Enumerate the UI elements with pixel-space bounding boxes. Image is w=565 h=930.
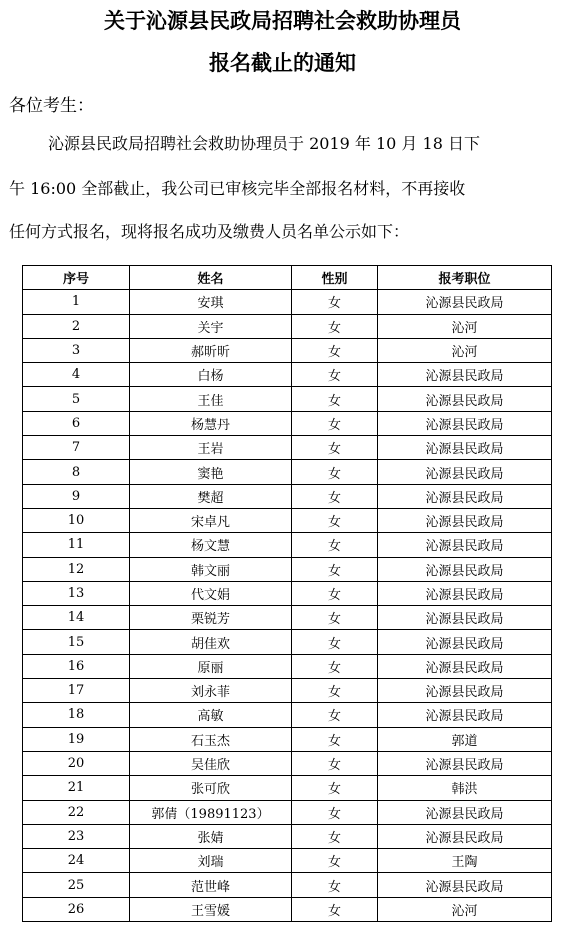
- cell-gender: 女: [292, 873, 378, 897]
- cell-name: 栗锐芳: [130, 606, 292, 630]
- cell-position: 沁河: [378, 314, 552, 338]
- cell-number: 16: [23, 654, 130, 678]
- cell-gender: 女: [292, 606, 378, 630]
- cell-name: 安琪: [130, 290, 292, 314]
- cell-position: 沁源县民政局: [378, 751, 552, 775]
- cell-position: 沁源县民政局: [378, 460, 552, 484]
- cell-name: 刘永菲: [130, 679, 292, 703]
- table-row: [23, 436, 552, 460]
- cell-gender: 女: [292, 654, 378, 678]
- header-name: 姓名: [130, 266, 292, 290]
- table-row: [23, 654, 552, 678]
- table-row: [23, 849, 552, 873]
- cell-gender: 女: [292, 290, 378, 314]
- table-row: [23, 411, 552, 435]
- cell-position: 郭道: [378, 727, 552, 751]
- cell-name: 韩文丽: [130, 557, 292, 581]
- cell-number: 6: [23, 411, 130, 435]
- cell-position: 沁源县民政局: [378, 363, 552, 387]
- cell-name: 原丽: [130, 654, 292, 678]
- cell-name: 刘瑞: [130, 849, 292, 873]
- paragraph-line2: 午 16:00 全部截止，我公司已审核完毕全部报名材料，不再接收: [9, 179, 466, 198]
- cell-position: 沁源县民政局: [378, 484, 552, 508]
- notice-title-line1: 关于沁源县民政局招聘社会救助协理员: [104, 9, 461, 33]
- paragraph-line3: 任何方式报名，现将报名成功及缴费人员名单公示如下：: [9, 222, 410, 241]
- cell-gender: 女: [292, 751, 378, 775]
- cell-gender: 女: [292, 533, 378, 557]
- cell-name: 王佳: [130, 387, 292, 411]
- cell-position: 沁河: [378, 338, 552, 362]
- cell-number: 18: [23, 703, 130, 727]
- cell-number: 19: [23, 727, 130, 751]
- cell-name: 杨文慧: [130, 533, 292, 557]
- notice-title-line2: 报名截止的通知: [209, 51, 356, 75]
- cell-name: 张婧: [130, 824, 292, 848]
- cell-gender: 女: [292, 508, 378, 532]
- cell-number: 24: [23, 849, 130, 873]
- table-row: [23, 290, 552, 314]
- cell-number: 23: [23, 824, 130, 848]
- table-row: [23, 630, 552, 654]
- cell-number: 25: [23, 873, 130, 897]
- cell-name: 白杨: [130, 363, 292, 387]
- cell-name: 石玉杰: [130, 727, 292, 751]
- cell-gender: 女: [292, 630, 378, 654]
- header-position: 报考职位: [378, 266, 552, 290]
- cell-position: 沁源县民政局: [378, 387, 552, 411]
- cell-name: 关宇: [130, 314, 292, 338]
- header-number: 序号: [23, 266, 130, 290]
- table-row: [23, 484, 552, 508]
- table-row: [23, 897, 552, 921]
- cell-gender: 女: [292, 460, 378, 484]
- cell-number: 11: [23, 533, 130, 557]
- cell-gender: 女: [292, 557, 378, 581]
- cell-number: 15: [23, 630, 130, 654]
- table-row: [23, 314, 552, 338]
- cell-position: 沁源县民政局: [378, 630, 552, 654]
- cell-name: 杨慧丹: [130, 411, 292, 435]
- cell-position: 沁源县民政局: [378, 824, 552, 848]
- table-row: [23, 776, 552, 800]
- cell-number: 7: [23, 436, 130, 460]
- cell-number: 21: [23, 776, 130, 800]
- table-row: [23, 338, 552, 362]
- cell-number: 14: [23, 606, 130, 630]
- cell-number: 9: [23, 484, 130, 508]
- cell-position: 王陶: [378, 849, 552, 873]
- table-row: [23, 460, 552, 484]
- cell-name: 吴佳欣: [130, 751, 292, 775]
- cell-gender: 女: [292, 581, 378, 605]
- cell-position: 沁源县民政局: [378, 654, 552, 678]
- cell-gender: 女: [292, 824, 378, 848]
- table-row: [23, 873, 552, 897]
- cell-position: 沁源县民政局: [378, 800, 552, 824]
- cell-number: 3: [23, 338, 130, 362]
- table-row: [23, 727, 552, 751]
- cell-name: 高敏: [130, 703, 292, 727]
- cell-name: 代文娟: [130, 581, 292, 605]
- cell-gender: 女: [292, 849, 378, 873]
- cell-position: 沁源县民政局: [378, 436, 552, 460]
- table-row: [23, 703, 552, 727]
- table-row: [23, 606, 552, 630]
- cell-position: 沁源县民政局: [378, 557, 552, 581]
- cell-gender: 女: [292, 314, 378, 338]
- table-row: [23, 363, 552, 387]
- cell-number: 26: [23, 897, 130, 921]
- cell-gender: 女: [292, 338, 378, 362]
- table-row: [23, 387, 552, 411]
- cell-position: 沁源县民政局: [378, 703, 552, 727]
- cell-position: 沁源县民政局: [378, 508, 552, 532]
- table-row: [23, 557, 552, 581]
- cell-number: 5: [23, 387, 130, 411]
- cell-position: 沁河: [378, 897, 552, 921]
- cell-gender: 女: [292, 703, 378, 727]
- table-row: [23, 679, 552, 703]
- cell-position: 沁源县民政局: [378, 606, 552, 630]
- table-header-row: [23, 266, 552, 290]
- cell-gender: 女: [292, 776, 378, 800]
- cell-position: 韩洪: [378, 776, 552, 800]
- cell-gender: 女: [292, 411, 378, 435]
- header-gender: 性别: [292, 266, 378, 290]
- cell-gender: 女: [292, 679, 378, 703]
- table-row: [23, 824, 552, 848]
- cell-number: 10: [23, 508, 130, 532]
- paragraph-line1: 沁源县民政局招聘社会救助协理员于 2019 年 10 月 18 日下: [48, 134, 480, 153]
- cell-name: 范世峰: [130, 873, 292, 897]
- cell-number: 20: [23, 751, 130, 775]
- cell-gender: 女: [292, 484, 378, 508]
- cell-number: 4: [23, 363, 130, 387]
- cell-name: 王岩: [130, 436, 292, 460]
- cell-number: 8: [23, 460, 130, 484]
- cell-name: 郭倩（19891123）: [130, 800, 292, 824]
- table-row: [23, 508, 552, 532]
- cell-position: 沁源县民政局: [378, 873, 552, 897]
- cell-number: 2: [23, 314, 130, 338]
- cell-position: 沁源县民政局: [378, 533, 552, 557]
- applicant-table: [22, 265, 552, 922]
- greeting: 各位考生：: [9, 96, 94, 116]
- table-row: [23, 533, 552, 557]
- cell-position: 沁源县民政局: [378, 581, 552, 605]
- cell-name: 王雪媛: [130, 897, 292, 921]
- cell-number: 1: [23, 290, 130, 314]
- cell-number: 13: [23, 581, 130, 605]
- cell-position: 沁源县民政局: [378, 679, 552, 703]
- cell-name: 郝昕昕: [130, 338, 292, 362]
- cell-gender: 女: [292, 897, 378, 921]
- cell-name: 宋卓凡: [130, 508, 292, 532]
- cell-gender: 女: [292, 436, 378, 460]
- cell-number: 22: [23, 800, 130, 824]
- table-body: [23, 290, 552, 922]
- cell-gender: 女: [292, 727, 378, 751]
- table-row: [23, 581, 552, 605]
- cell-name: 樊超: [130, 484, 292, 508]
- cell-gender: 女: [292, 363, 378, 387]
- table-row: [23, 800, 552, 824]
- cell-gender: 女: [292, 800, 378, 824]
- cell-number: 17: [23, 679, 130, 703]
- cell-name: 胡佳欢: [130, 630, 292, 654]
- cell-position: 沁源县民政局: [378, 290, 552, 314]
- cell-gender: 女: [292, 387, 378, 411]
- table-row: [23, 751, 552, 775]
- cell-position: 沁源县民政局: [378, 411, 552, 435]
- cell-name: 张可欣: [130, 776, 292, 800]
- cell-name: 窦艳: [130, 460, 292, 484]
- cell-number: 12: [23, 557, 130, 581]
